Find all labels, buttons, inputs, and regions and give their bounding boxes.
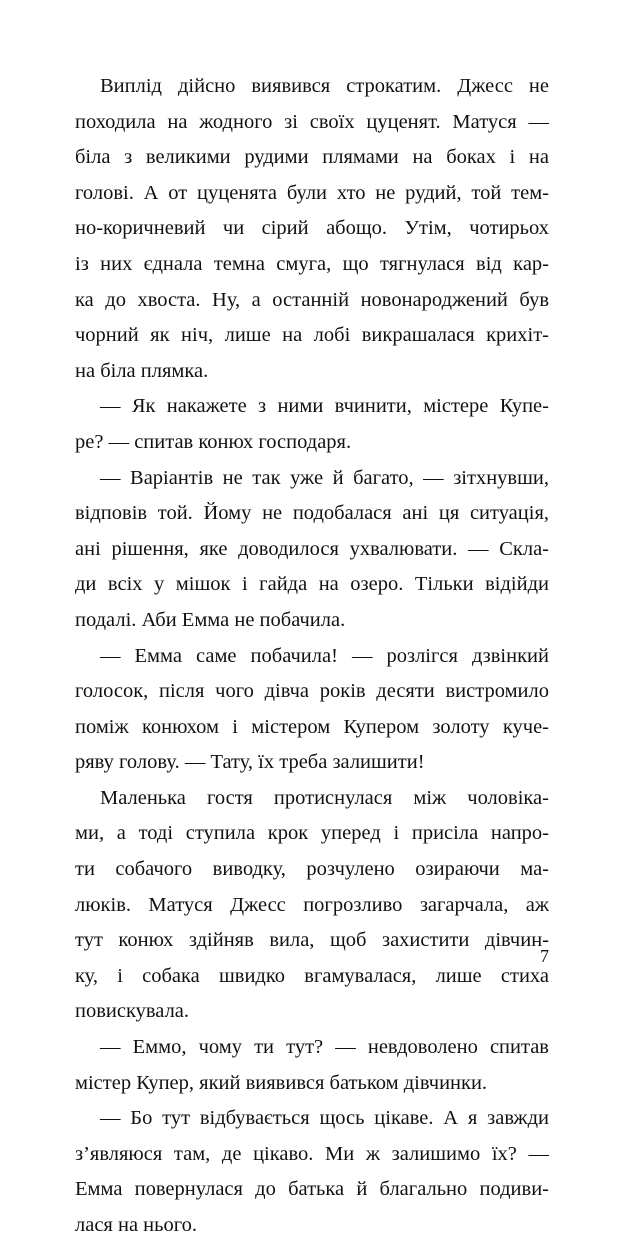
text-line: тут конюх здійняв вила, щоб захистити дівчин- bbox=[75, 929, 549, 952]
text-line: поміж конюхом і містером Купером золоту куче- bbox=[75, 715, 549, 738]
text-line: ди всіх у мішок і гайда на озеро. Тільки відійди bbox=[75, 573, 549, 596]
page-number: 7 bbox=[540, 946, 549, 966]
text-line: подалі. Аби Емма не побачила. bbox=[75, 608, 346, 631]
text-line: ре? — спитав конюх господаря. bbox=[75, 430, 352, 453]
text-line: походила на жодного зі своїх цуценят. Матуся — bbox=[75, 110, 549, 133]
text-line: но-коричневий чи сірий абощо. Утім, чотирьох bbox=[75, 217, 549, 240]
text-line: ка до хвоста. Ну, а останній новонароджений був bbox=[75, 288, 549, 311]
text-line: — Еммо, чому ти тут? — невдоволено спитав bbox=[100, 1036, 549, 1059]
text-line: люків. Матуся Джесс погрозливо загарчала, аж bbox=[75, 893, 549, 916]
text-line: — Варіантів не так уже й багато, — зітхнувши, bbox=[100, 466, 549, 489]
text-line: ряву голову. — Тату, їх треба залишити! bbox=[75, 751, 425, 774]
text-line: ти собачого виводку, розчулено озираючи ма- bbox=[75, 858, 549, 881]
text-line: повискувала. bbox=[75, 1000, 190, 1023]
text-line: — Як накажете з ними вчинити, містере Купе- bbox=[100, 395, 549, 418]
page-text-body bbox=[75, 69, 549, 1244]
text-line: ку, і собака швидко вгамувалася, лише стиха bbox=[75, 964, 549, 987]
text-line: ми, а тоді ступила крок уперед і присіла напро- bbox=[75, 822, 549, 845]
text-line: — Емма саме побачила! — розлігся дзвінкий bbox=[100, 644, 549, 667]
text-line: чорний як ніч, лише на лобі викрашалася крихіт- bbox=[75, 324, 549, 347]
text-line: біла з великими рудими плямами на боках і на bbox=[75, 146, 549, 169]
text-line: голосок, після чого дівча років десяти вистромило bbox=[75, 680, 549, 703]
text-line: Виплід дійсно виявився строкатим. Джесс не bbox=[100, 75, 549, 97]
text-line: Емма повернулася до батька й благально подиви- bbox=[75, 1178, 549, 1201]
text-line: — Бо тут відбувається щось цікаве. А я завжди bbox=[100, 1107, 549, 1130]
text-line: містер Купер, який виявився батьком дівчинки. bbox=[75, 1071, 488, 1094]
text-line: ані рішення, яке доводилося ухвалювати. — Скла- bbox=[75, 537, 549, 560]
text-line: на біла плямка. bbox=[75, 359, 209, 382]
text-line: з’являюся там, де цікаво. Ми ж залишимо їх? — bbox=[75, 1142, 549, 1165]
text-line: Маленька гостя протиснулася між чоловіка- bbox=[100, 786, 549, 809]
text-line: лася на нього. bbox=[75, 1214, 198, 1236]
text-line: із них єднала темна смуга, що тягнулася від кар- bbox=[75, 252, 549, 275]
text-line: голові. А от цуценята були хто не рудий, той тем- bbox=[75, 181, 549, 204]
text-line: відповів той. Йому не подобалася ані ця ситуація, bbox=[75, 502, 549, 525]
